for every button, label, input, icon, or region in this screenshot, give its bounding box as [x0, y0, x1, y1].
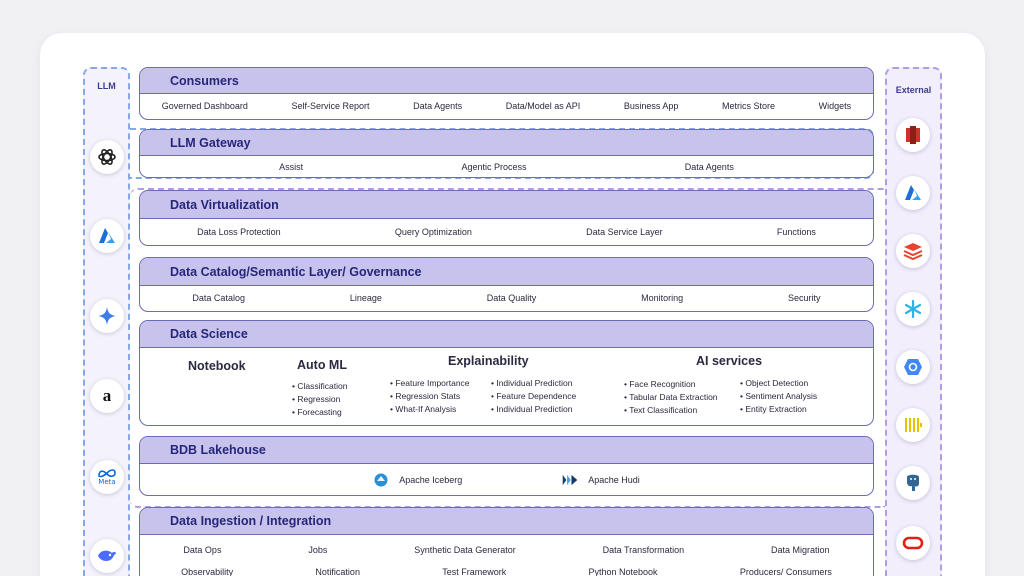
consumers-title: Consumers	[140, 68, 873, 94]
apache-hudi	[562, 472, 640, 488]
iceberg-icon	[373, 472, 389, 488]
ingestion-item: Jobs	[308, 545, 328, 555]
ingestion-item: Test Framework	[442, 567, 507, 576]
deepseek-icon	[90, 539, 124, 573]
virtualization-item: Functions	[776, 226, 816, 237]
consumer-item: Self-Service Report	[291, 101, 370, 111]
ingestion-item: Observability	[181, 567, 234, 576]
automl-list	[292, 380, 347, 418]
ai-service-item: • Object Detection	[740, 377, 817, 390]
ingestion-item: Data Migration	[771, 545, 830, 555]
openai-icon	[90, 140, 124, 174]
lakehouse-item: Apache Hudi	[588, 475, 640, 485]
ingestion-row-1	[140, 535, 873, 555]
bigquery-icon	[896, 350, 930, 384]
meta-caption: Meta	[98, 478, 116, 486]
consumer-item: Governed Dashboard	[161, 101, 248, 111]
ingestion-item: Data Ops	[183, 545, 222, 555]
ingestion-item: Notification	[315, 567, 360, 576]
catalog-item: Data Quality	[486, 293, 537, 303]
data-virtualization-row	[140, 219, 873, 244]
data-virtualization-title: Data Virtualization	[140, 191, 873, 219]
oracle-icon	[896, 526, 930, 560]
catalog-item: Data Catalog	[192, 293, 245, 303]
ingestion-title: Data Ingestion / Integration	[140, 508, 873, 535]
explainability-item: • Feature Dependence	[491, 390, 576, 403]
hudi-icon	[562, 472, 578, 488]
consumers-row	[140, 94, 873, 118]
data-science-title: Data Science	[140, 321, 873, 348]
azure-icon	[90, 219, 124, 253]
consumers-section	[139, 67, 874, 120]
virtualization-item: Data Service Layer	[586, 226, 663, 237]
ai-services-list-1	[624, 378, 718, 416]
consumer-item: Business App	[623, 101, 679, 111]
explainability-list-1	[390, 377, 470, 415]
data-virtualization-section	[139, 190, 874, 246]
ingestion-section	[139, 507, 874, 576]
amazon-icon	[90, 379, 124, 413]
ingestion-item: Synthetic Data Generator	[414, 545, 516, 555]
consumer-item: Data/Model as API	[505, 101, 581, 111]
lakehouse-section	[139, 436, 874, 496]
lakehouse-title: BDB Lakehouse	[140, 437, 873, 464]
explainability-list-2	[491, 377, 576, 415]
catalog-item: Security	[788, 293, 821, 303]
consumer-item: Widgets	[818, 101, 852, 111]
lakehouse-item: Apache Iceberg	[399, 475, 463, 485]
ai-service-item: • Tabular Data Extraction	[624, 391, 718, 404]
databricks-icon	[896, 234, 930, 268]
amazon-glyph: a	[102, 386, 112, 405]
postgresql-icon	[896, 466, 930, 500]
explainability-item: • Individual Prediction	[491, 377, 576, 390]
consumer-item: Data Agents	[413, 101, 463, 111]
data-catalog-section	[139, 257, 874, 312]
ingestion-item: Data Transformation	[602, 545, 685, 555]
consumer-item: Metrics Store	[722, 101, 776, 111]
aws-redshift-icon	[896, 118, 930, 152]
llm-gateway-section	[139, 129, 874, 178]
data-science-section	[139, 320, 874, 426]
ai-service-item: • Sentiment Analysis	[740, 390, 817, 403]
llm-gateway-item: Agentic Process	[461, 161, 527, 172]
ingestion-row-2	[140, 555, 873, 576]
explainability-item: • Individual Prediction	[491, 403, 576, 416]
ai-services-title: AI services	[696, 354, 763, 368]
snowflake-icon	[896, 292, 930, 326]
explainability-item: • Regression Stats	[390, 390, 470, 403]
meta-icon	[90, 460, 124, 494]
ai-service-item: • Entity Extraction	[740, 403, 817, 416]
catalog-item: Monitoring	[641, 293, 684, 303]
virtualization-item: Data Loss Protection	[197, 226, 281, 237]
automl-title: Auto ML	[297, 358, 347, 372]
explainability-item: • Feature Importance	[390, 377, 470, 390]
llm-gateway-item: Assist	[279, 161, 304, 172]
catalog-item: Lineage	[349, 293, 382, 303]
automl-item: • Regression	[292, 393, 347, 406]
ai-service-item: • Face Recognition	[624, 378, 718, 391]
gemini-icon	[90, 299, 124, 333]
clickhouse-icon	[896, 408, 930, 442]
lakehouse-row	[140, 464, 873, 496]
ingestion-item: Producers/ Consumers	[739, 567, 832, 576]
automl-item: • Forecasting	[292, 406, 347, 419]
data-science-body	[140, 348, 873, 426]
llm-gateway-item: Data Agents	[684, 161, 734, 172]
llm-gateway-row	[140, 156, 873, 177]
notebook-label: Notebook	[188, 359, 246, 373]
data-catalog-title: Data Catalog/Semantic Layer/ Governance	[140, 258, 873, 286]
explainability-item: • What-If Analysis	[390, 403, 470, 416]
data-catalog-row	[140, 286, 873, 310]
ai-service-item: • Text Classification	[624, 404, 718, 417]
ai-services-list-2	[740, 377, 817, 415]
apache-iceberg	[373, 472, 462, 488]
external-panel-title: External	[895, 85, 932, 95]
automl-item: • Classification	[292, 380, 347, 393]
external-azure-icon	[896, 176, 930, 210]
llm-panel-title: LLM	[97, 81, 116, 91]
ingestion-item: Python Notebook	[588, 567, 658, 576]
llm-gateway-title: LLM Gateway	[140, 130, 873, 156]
virtualization-item: Query Optimization	[394, 226, 472, 237]
explainability-title: Explainability	[448, 354, 529, 368]
